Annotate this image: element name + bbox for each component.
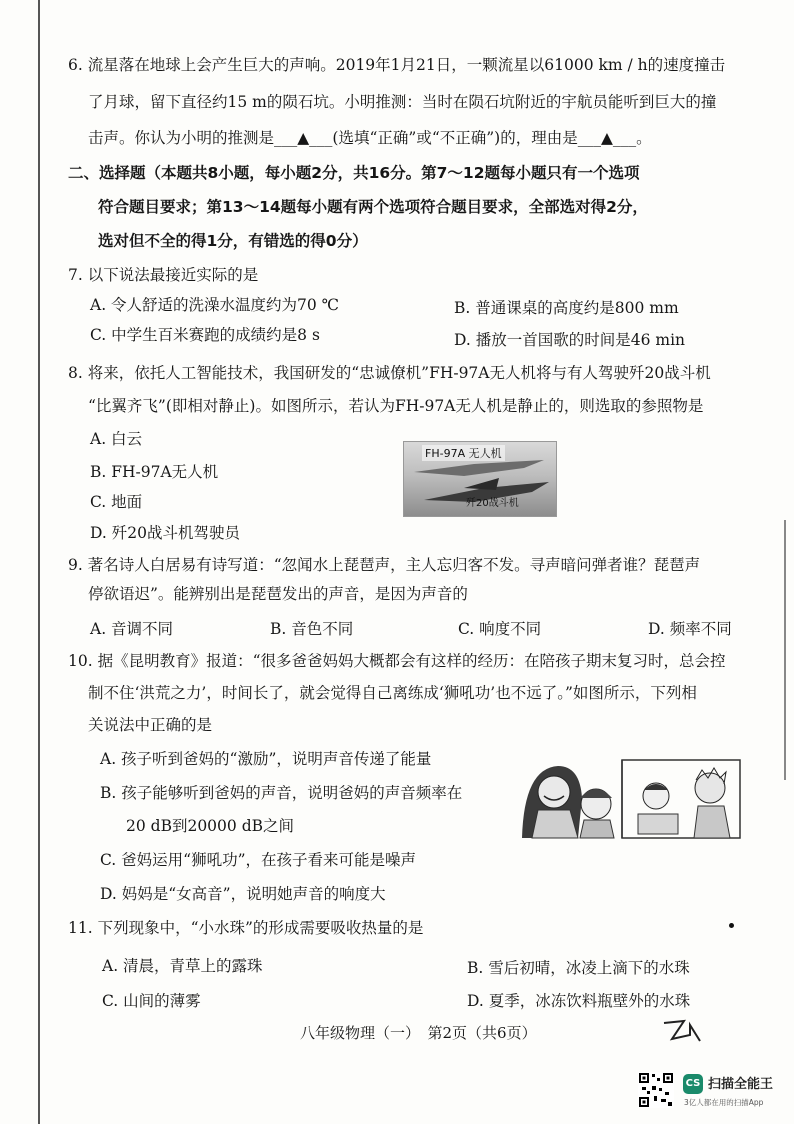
q7-option-b: B. 普通课桌的高度约是800 mm — [454, 299, 679, 317]
handwritten-mark-icon — [660, 1015, 704, 1045]
q11-option-d: D. 夏季，冰冻饮料瓶壁外的水珠 — [467, 992, 691, 1010]
q9-option-a: A. 音调不同 — [90, 620, 174, 638]
q10-option-b-line-1: B. 孩子能够听到爸妈的声音，说明爸妈的声音频率在 — [100, 784, 463, 802]
q9-line-1: 9. 著名诗人白居易有诗写道：“忽闻水上琵琶声，主人忘归客不发。寻声暗问弹者谁？琵琶声 — [68, 556, 701, 574]
q8-option-a: A. 白云 — [90, 430, 143, 448]
q10-line-3: 关说法中正确的是 — [88, 716, 213, 734]
section-2-line-2: 符合题目要求；第13～14题每小题有两个选项符合题目要求，全部选对得2分， — [98, 198, 648, 216]
q11-option-a: A. 清晨，青草上的露珠 — [102, 957, 263, 975]
camscanner-logo-icon: CS — [683, 1074, 703, 1094]
drone-label: FH-97A 无人机 — [422, 445, 505, 461]
q10-line-2: 制不住‘洪荒之力’，时间长了，就会觉得自己离练成‘狮吼功’也不远了。”如图所示，下列相 — [88, 684, 697, 702]
q7-option-a: A. 令人舒适的洗澡水温度约为70 ℃ — [90, 296, 340, 314]
section-2-heading: 二、选择题（本题共8小题，每小题2分，共16分。第7～12题每小题只有一个选项 — [68, 164, 640, 182]
q9-option-b: B. 音色不同 — [270, 620, 354, 638]
camscanner-tagline: 3亿人都在用的扫描App — [684, 1098, 764, 1107]
q9-option-d: D. 频率不同 — [648, 620, 732, 638]
q8-line-1: 8. 将来，依托人工智能技术，我国研发的“忠诚僚机”FH-97A无人机将与有人驾驶歼20战斗机 — [68, 364, 711, 382]
q6-line-3: 击声。你认为小明的推测是___▲___(选填“正确”或“不正确”)的，理由是___▲___。 — [88, 129, 652, 147]
q11-option-c: C. 山间的薄雾 — [102, 992, 201, 1010]
q9-option-c: C. 响度不同 — [458, 620, 542, 638]
q10-option-a: A. 孩子听到爸妈的“激励”，说明声音传递了能量 — [100, 750, 432, 768]
q7-stem: 7. 以下说法最接近实际的是 — [68, 266, 259, 284]
fighter-label: 歼20战斗机 — [466, 498, 519, 509]
q11-option-b: B. 雪后初晴，冰凌上滴下的水珠 — [467, 959, 690, 977]
q7-option-d: D. 播放一首国歌的时间是46 min — [454, 331, 686, 349]
q9-line-2: 停欲语迟”。能辨别出是琵琶发出的声音，是因为声音的 — [88, 585, 468, 603]
q8-option-c: C. 地面 — [90, 493, 143, 511]
ink-dot — [729, 923, 734, 928]
q8-line-2: “比翼齐飞”(即相对静止)。如图所示，若认为FH-97A无人机是静止的，则选取的参照物是 — [88, 397, 704, 415]
q6-line-1: 6. 流星落在地球上会产生巨大的声响。2019年1月21日，一颗流星以61000 km / h的速度撞击 — [68, 56, 726, 74]
q8-option-b: B. FH-97A无人机 — [90, 463, 219, 481]
camscanner-brand-name: 扫描全能王 — [708, 1077, 774, 1092]
q8-option-d: D. 歼20战斗机驾驶员 — [90, 524, 240, 542]
q10-option-c: C. 爸妈运用“狮吼功”，在孩子看来可能是噪声 — [100, 851, 417, 869]
q10-line-1: 10. 据《昆明教育》报道：“很多爸爸妈妈大概都会有这样的经历：在陪孩子期末复习时，总会控 — [68, 652, 726, 670]
drone-fighter-photo — [403, 441, 557, 517]
q10-option-b-line-2: 20 dB到20000 dB之间 — [126, 817, 295, 835]
q7-option-c: C. 中学生百米赛跑的成绩约是8 s — [90, 326, 320, 344]
parents-scolding-child-illustration — [518, 758, 742, 840]
section-2-line-3: 选对但不全的得1分，有错选的得0分） — [98, 232, 368, 250]
qr-code-icon — [638, 1072, 674, 1108]
q6-line-2: 了月球，留下直径约15 m的陨石坑。小明推测：当时在陨石坑附近的宇航员能听到巨大的撞 — [88, 93, 717, 111]
q11-stem: 11. 下列现象中，“小水珠”的形成需要吸收热量的是 — [68, 919, 424, 937]
right-margin-rule — [784, 520, 786, 780]
q10-option-d: D. 妈妈是“女高音”，说明她声音的响度大 — [100, 885, 386, 903]
page-footer: 八年级物理（一） 第2页（共6页） — [300, 1024, 537, 1042]
left-margin-rule — [38, 0, 40, 1124]
